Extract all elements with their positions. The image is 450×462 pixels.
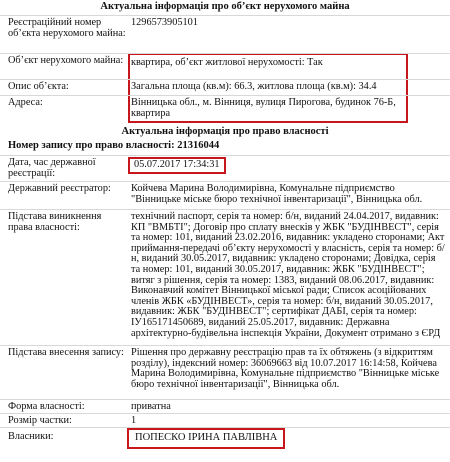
ownership-record-number: Номер запису про право власності: 21316044: [8, 140, 220, 151]
address-value: Вінницька обл., м. Вінниця, вулиця Пирогова, будинок 76-Б, квартира: [131, 97, 396, 119]
owners-value-wrap: [127, 428, 442, 449]
object-value: квартира, об’єкт житлової нерухомості: Так: [131, 57, 323, 68]
registrar-value: Койчева Марина Володимирівна, Комунальне підприємство "Вінницьке міське бюро технічної інвентаризації", Вінницька обл.: [131, 183, 423, 205]
ownership-section-title: Актуальна інформація про право власності: [121, 126, 329, 137]
table-row: [0, 79, 450, 96]
entry-basis-label: Підстава внесення запису:: [8, 347, 124, 358]
table-row: [0, 181, 450, 210]
entry-basis-value: Рішення про державну реєстрацію прав та їх обтяжень (з відкриттям розділу), індексний номер: 36069663 від 10.07.2017 16:14:58, Койчева Марина Володимирівна, Комунальне підприємство "Вінницьке міське бюро технічної інвентаризації", Вінницька обл.: [131, 347, 440, 390]
table-row: [0, 345, 450, 400]
registration-number-value: 1296573905101: [131, 17, 198, 28]
table-row: [0, 427, 450, 452]
ownership-form-value: приватна: [131, 401, 171, 412]
owners-label: Власники:: [8, 431, 54, 442]
share-size-label: Розмір частки:: [8, 415, 72, 426]
table-row: [0, 399, 450, 414]
address-label: Адреса:: [8, 97, 43, 108]
registrar-label: Державний реєстратор:: [8, 183, 111, 194]
share-size-value: 1: [131, 415, 137, 426]
description-value: Загальна площа (кв.м): 66.3, житлова площа (кв.м): 34.4: [131, 81, 377, 92]
description-label: Опис об’єкта:: [8, 81, 69, 92]
object-label: Об’єкт нерухомого майна:: [8, 55, 124, 66]
registration-date-highlight: 05.07.2017 17:34:31: [128, 157, 226, 174]
table-row: [0, 413, 450, 428]
property-section-title: Актуальна інформація про об’єкт нерухомого майна: [100, 1, 350, 12]
ownership-basis-value: технічний паспорт, серія та номер: б/н, виданий 24.04.2017, видавник: КП "ВМБТІ"; Договір про сплату внесків у ЖБК "БУДІНВЕСТ", серія та номер: 101, виданий 23.02.2016, видавник: укладено сторонами; Акт приймання-передачі об’єкту нерухомості у власність, серія та номер: б/н, виданий 30.05.2017, видавник: укладено сторонами; Довідка, серія та номер: 101, виданий 30.05.2017, видавник: ЖБК "БУДІНВЕСТ"; витяг з рішення, серія та номер: 1383, виданий 08.06.2017, видавник: Виконавчий комітет Вінницької міської ради; Список асоційованих членів ЖБК «БУДІНВЕСТ», серія та номер: б/н, виданий 30.05.2017, видавник: ЖБК "БУДІНВЕСТ"; сертифікат ДАБІ, серія та номер: ІУ165171450689, виданий 25.05.2017, видавник: Державна архітектурно-будівельна інспекція України, Документ отримано з ЄРД: [131, 211, 445, 339]
owners-highlight: ПОПЕСКО ІРИНА ПАВЛІВНА: [127, 428, 285, 449]
registration-date-label: Дата, час державної реєстрації:: [8, 157, 96, 179]
table-row: [0, 155, 450, 178]
table-row: [0, 95, 450, 126]
ownership-form-label: Форма власності:: [8, 401, 85, 412]
table-row: [0, 15, 450, 54]
ownership-basis-label: Підстава виникнення права власності:: [8, 211, 102, 233]
registration-date-value-wrap: [128, 157, 443, 174]
registration-number-label: Реєстраційний номер об’єкта нерухомого майна:: [8, 17, 126, 39]
table-row: [0, 209, 450, 344]
table-row: [0, 53, 450, 80]
